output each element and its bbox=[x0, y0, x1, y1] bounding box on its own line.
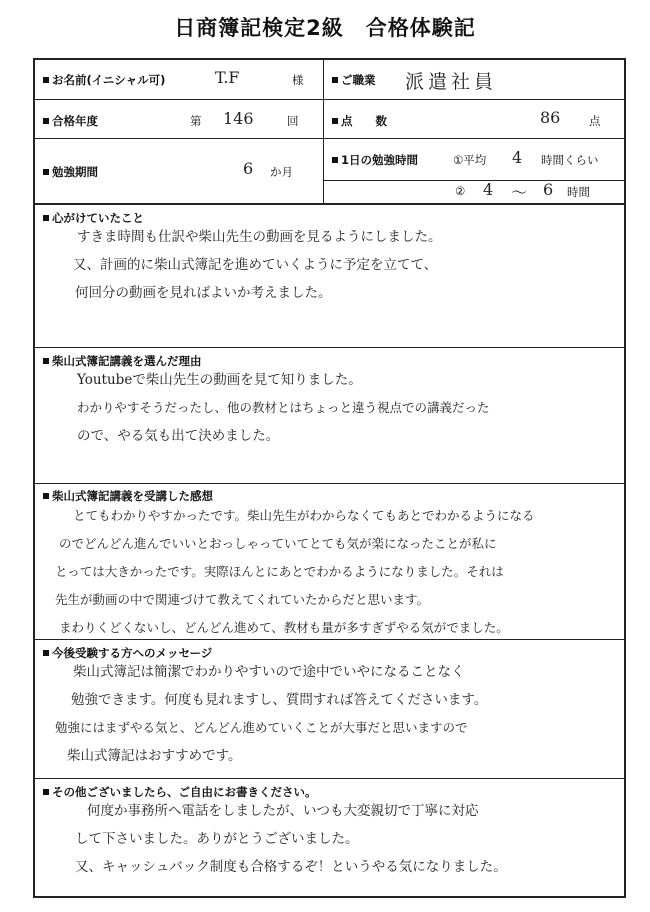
row-divider-2 bbox=[35, 138, 624, 139]
section-impression-label: 柴山式簿記講義を受講した感想 bbox=[43, 488, 213, 504]
pass-year-suffix: 回 bbox=[287, 114, 299, 128]
score-value: 86 bbox=[540, 108, 561, 127]
handwritten-line: 勉強にはまずやる気と、どんどん進めていくことが大事だと思いますので bbox=[55, 720, 468, 735]
row-divider-1 bbox=[35, 99, 624, 100]
name-suffix: 様 bbox=[292, 73, 304, 87]
handwritten-line: 又、計画的に柴山式簿記を進めていくように予定を立てて、 bbox=[73, 257, 438, 273]
section-divider-4 bbox=[35, 778, 624, 779]
daily-study-range-suffix: 時間 bbox=[567, 185, 590, 199]
daily-study-range-to: 6 bbox=[543, 180, 554, 199]
handwritten-line: して下さいました。ありがとうございました。 bbox=[75, 831, 359, 847]
handwritten-line: 柴山式簿記は簡潔でわかりやすいので途中でいやになることなく bbox=[73, 664, 465, 680]
daily-study-avg-value: 4 bbox=[512, 148, 523, 167]
handwritten-line: 何度か事務所へ電話をしましたが、いつも大変親切で丁寧に対応 bbox=[87, 803, 479, 819]
name-value: T.F bbox=[215, 68, 240, 87]
occupation-value: 派遣社員 bbox=[405, 71, 498, 93]
section-other-label: その他ございましたら、ご自由にお書きください。 bbox=[43, 784, 317, 800]
handwritten-line: 先生が動画の中で関連づけて教えてくれていたからだと思います。 bbox=[55, 592, 430, 607]
section-divider-3 bbox=[35, 639, 624, 640]
pass-year-value: 146 bbox=[223, 109, 254, 128]
handwritten-line: Youtubeで柴山先生の動画を見て知りました。 bbox=[77, 372, 362, 388]
handwritten-line: のでどんどん進んでいいとおっしゃっていてとても気が楽になったことが私に bbox=[59, 536, 497, 551]
occupation-label: ご職業 bbox=[332, 72, 376, 88]
section-divider-2 bbox=[35, 483, 624, 484]
pass-year-label: 合格年度 bbox=[43, 113, 98, 129]
handwritten-line: わかりやすそうだったし、他の教材とはちょっと違う視点での講義だった bbox=[77, 400, 490, 415]
daily-study-avg-suffix: 時間くらい bbox=[541, 153, 599, 167]
study-period-suffix: か月 bbox=[270, 165, 293, 179]
daily-study-range-sep: ～ bbox=[511, 183, 528, 202]
page-title: 日商簿記検定2級 合格体験記 bbox=[174, 16, 476, 40]
section-reason-label: 柴山式簿記講義を選んだ理由 bbox=[43, 353, 202, 369]
handwritten-line: 勉強できます。何度も見れますし、質問すれば答えてくださいます。 bbox=[71, 692, 488, 708]
row-divider-3 bbox=[323, 180, 624, 181]
score-label: 点 数 bbox=[332, 113, 387, 129]
handwritten-line: とっては大きかったです。実際ほんとにあとでわかるようになりました。それは bbox=[55, 564, 504, 579]
header-bottom-divider bbox=[35, 203, 624, 205]
section-other-text bbox=[75, 797, 507, 881]
pass-year-prefix: 第 bbox=[190, 114, 202, 128]
section-reason-text bbox=[77, 366, 490, 450]
section-divider-1 bbox=[35, 347, 624, 348]
section-mindset-text bbox=[73, 223, 442, 307]
section-mindset-label: 心がけていたこと bbox=[43, 210, 144, 226]
handwritten-line: とてもわかりやすかったです。柴山先生がわからなくてもあとでわかるようになる bbox=[73, 508, 535, 523]
handwritten-line: 又、キャッシュバック制度も合格するぞ！というやる気になりました。 bbox=[75, 859, 507, 875]
study-period-value: 6 bbox=[243, 159, 254, 178]
experience-form bbox=[33, 58, 626, 898]
handwritten-line: 何回分の動画を見ればよいか考えました。 bbox=[75, 285, 332, 301]
name-label: お名前(イニシャル可) bbox=[43, 72, 165, 88]
daily-study-avg-label: ①平均 bbox=[453, 153, 487, 167]
section-message-label: 今後受験する方へのメッセージ bbox=[43, 645, 212, 661]
handwritten-line: すきま時間も仕訳や柴山先生の動画を見るようにしました。 bbox=[77, 229, 442, 245]
score-suffix: 点 bbox=[589, 114, 601, 128]
study-period-label: 勉強期間 bbox=[43, 164, 98, 180]
handwritten-line: ので、やる気も出て決めました。 bbox=[77, 428, 280, 444]
section-message-text bbox=[55, 658, 487, 770]
handwritten-line: まわりくどくないし、どんどん進めて、教材も量が多すぎずやる気がでました。 bbox=[59, 620, 509, 635]
daily-study-label: 1日の勉強時間 bbox=[332, 152, 418, 168]
daily-study-range-label: ② bbox=[455, 184, 466, 198]
handwritten-line: 柴山式簿記はおすすめです。 bbox=[67, 748, 242, 764]
daily-study-range-from: 4 bbox=[483, 180, 494, 199]
section-impression-text bbox=[49, 502, 535, 642]
column-divider bbox=[323, 60, 324, 203]
